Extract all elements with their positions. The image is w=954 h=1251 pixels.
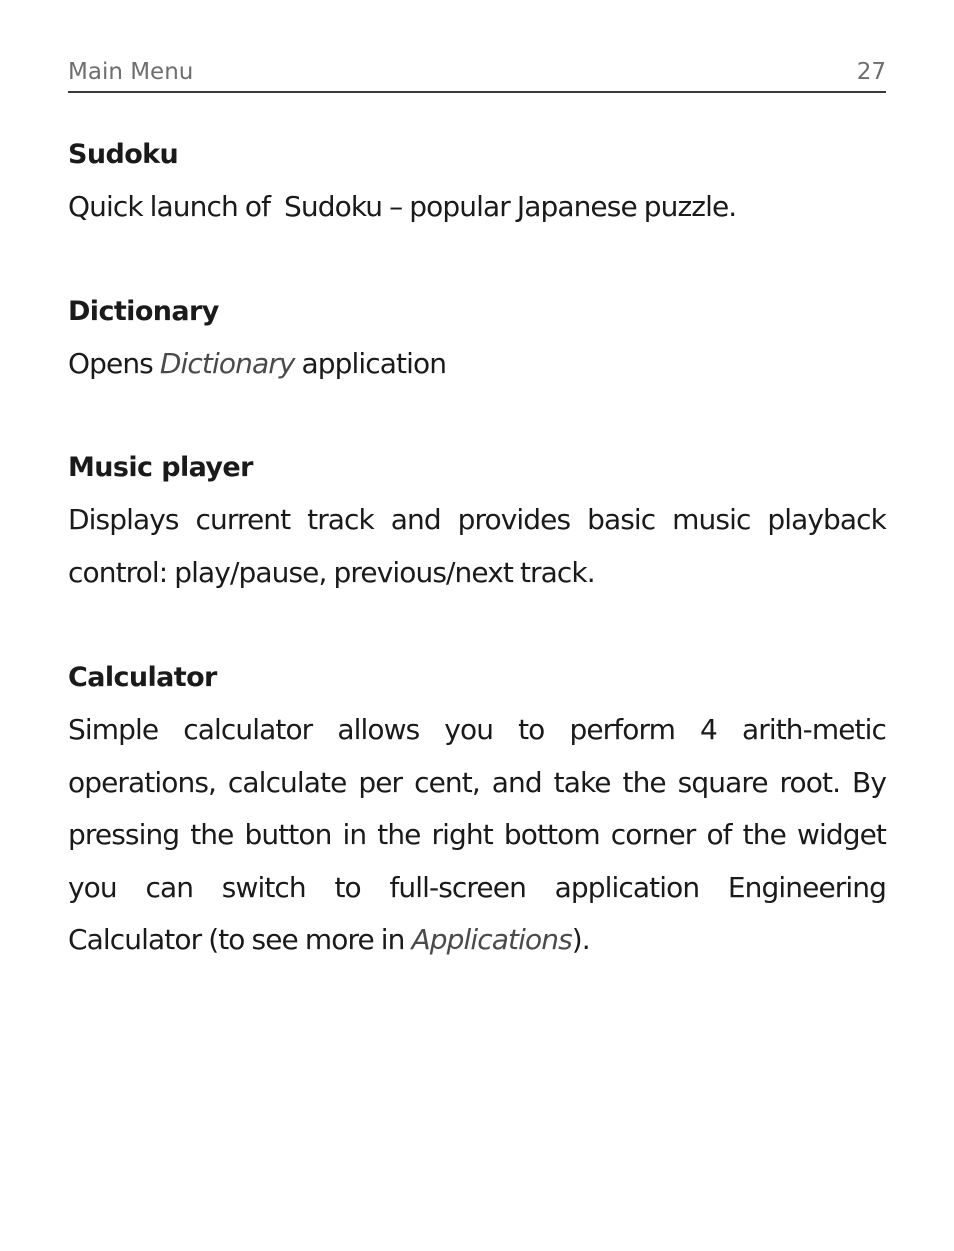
emphasis-text: Dictionary [159, 347, 295, 380]
header-section-name: Main Menu [68, 59, 194, 85]
section-body: Quick launch of Sudoku – popular Japanese puzzle. [68, 190, 737, 223]
body-text: Simple calculator allows you to perform 4 arith-metic operations, calculate per cent, and take the square root. By pressing the button in the right bottom corner of the widget you can switch to full-screen application Engineering Calculator (to see more in [68, 713, 886, 956]
section-body: Displays current track and provides basic music playback control: play/pause, previous/next track. [68, 503, 886, 589]
body-text: ). [571, 923, 590, 956]
section-title: Sudoku [68, 139, 179, 170]
section-title: Calculator [68, 662, 217, 693]
section-dictionary [68, 286, 886, 391]
section-title: Music player [68, 452, 253, 483]
section-title: Dictionary [68, 296, 219, 327]
body-text: application [294, 347, 447, 380]
section-music-player [68, 442, 886, 599]
emphasis-text: Applications [411, 923, 572, 956]
section-body [68, 704, 886, 967]
section-calculator [68, 652, 886, 967]
page-number: 27 [856, 59, 886, 85]
running-header [68, 58, 886, 93]
body-text: Opens [68, 347, 160, 380]
section-body [68, 338, 886, 391]
section-sudoku [68, 129, 886, 234]
